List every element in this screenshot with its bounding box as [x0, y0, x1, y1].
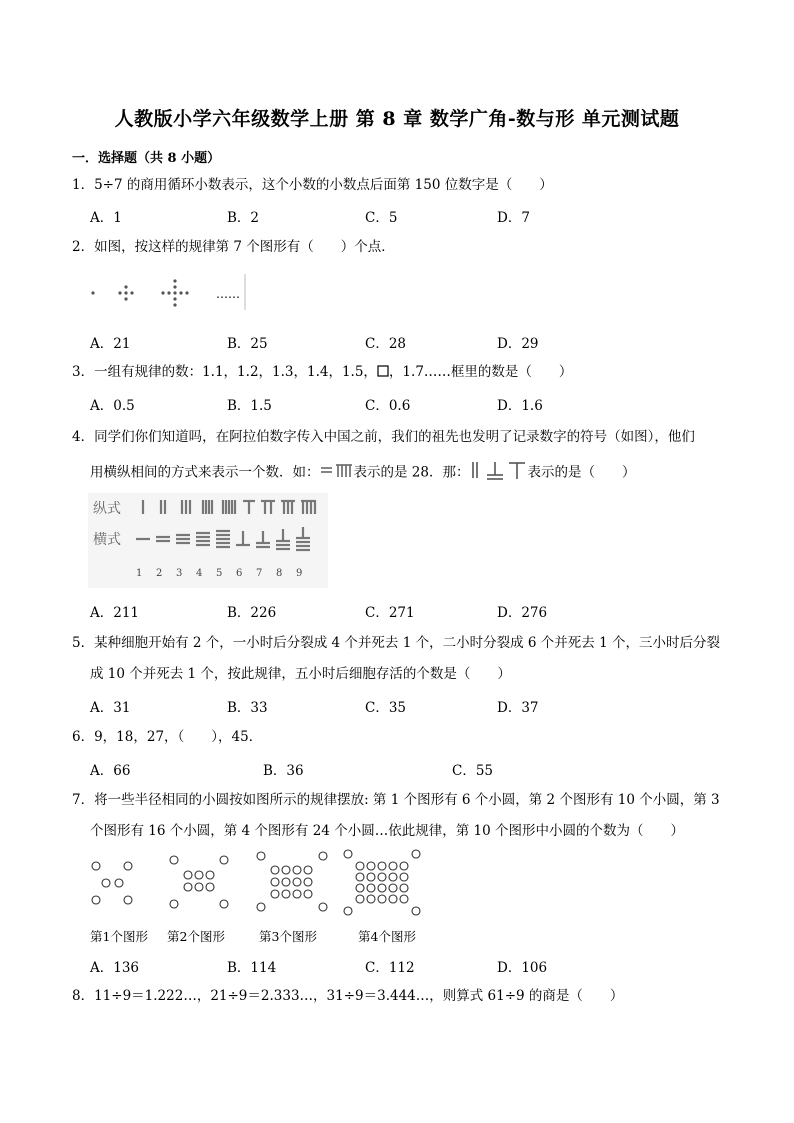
q5-option-c: C．35: [365, 700, 407, 716]
question-3-text: [72, 362, 572, 383]
q3-text-after: ，1.7……框里的数是（ ）: [388, 364, 573, 380]
rod-numeral-table: [88, 493, 328, 588]
q1-option-b: B．2: [227, 210, 260, 226]
blank-box-icon: [377, 363, 389, 383]
section-heading: 一．选择题（共 8 小题）: [72, 151, 221, 166]
q1-option-a: A．1: [90, 210, 122, 226]
figure-caption-1: 第1个图形: [90, 929, 148, 944]
q3-option-c: C．0.6: [365, 398, 411, 414]
figure-caption-3: 第3个图形: [259, 929, 317, 944]
rod-digit: 5: [216, 568, 223, 579]
rod-digit: 3: [176, 568, 183, 579]
q5-option-a: A．31: [90, 700, 131, 716]
q3-option-b: B．1.5: [227, 398, 272, 414]
q4-option-d: D．276: [497, 605, 548, 621]
q3-option-d: D．1.6: [497, 398, 543, 414]
q4-option-a: A．211: [90, 605, 140, 621]
rod-digit: 4: [196, 568, 203, 579]
rod-digit: 2: [156, 568, 163, 579]
q1-option-d: D．7: [497, 210, 530, 226]
q4-line2-c: 表示的是（ ）: [527, 464, 636, 481]
question-7-line2: 个图形有 16 个小圆，第 4 个图形有 24 个小圆…依此规律，第 10 个图形中小圆的个数为（ ）: [90, 823, 684, 839]
q7-option-a: A．136: [90, 960, 140, 976]
q6-option-a: A．66: [90, 763, 131, 779]
question-6-text: 6．9，18，27，（ ），45．: [72, 729, 263, 745]
q4-option-b: B．226: [227, 605, 277, 621]
figure-caption-4: 第4个图形: [358, 929, 416, 944]
rod-digit: 1: [136, 568, 143, 579]
q7-option-c: C．112: [365, 960, 415, 976]
question-4-line1: 4．同学们你们知道吗，在阿拉伯数字传入中国之前，我们的祖先也发明了记录数字的符号（如图），他们: [72, 429, 695, 445]
rod-digit: 9: [296, 568, 303, 579]
q7-option-d: D．106: [497, 960, 548, 976]
figure-caption-2: 第2个图形: [167, 929, 225, 944]
q7-option-b: B．114: [227, 960, 277, 976]
rod-digit: 7: [256, 568, 263, 579]
q5-option-b: B．33: [227, 700, 268, 716]
q6-option-c: C．55: [452, 763, 494, 779]
question-1-text: 1．5÷7 的商用循环小数表示，这个小数的小数点后面第 150 位数字是（ ）: [72, 177, 553, 193]
q4-line2-a: 用横纵相间的方式来表示一个数．如：: [90, 464, 320, 481]
question-4-line2: [90, 459, 635, 487]
q2-option-d: D．29: [497, 336, 539, 352]
horizontal-form-label: 横式: [93, 532, 121, 548]
rod-digit: 8: [276, 568, 283, 579]
q4-option-c: C．271: [365, 605, 415, 621]
q5-option-d: D．37: [497, 700, 539, 716]
question-7-line1: 7．将一些半径相同的小圆按如图所示的规律摆放: 第 1 个图形有 6 个小圆，第 2 个图形有 10 个小圆，第 3: [72, 792, 720, 808]
q2-option-a: A．21: [90, 336, 131, 352]
q6-option-b: B．36: [263, 763, 304, 779]
q2-option-c: C．28: [365, 336, 407, 352]
rod-numeral-28-icon: [320, 461, 354, 485]
rod-numeral-question-icon: [469, 459, 527, 487]
vertical-form-label: 纵式: [93, 501, 121, 517]
question-5-line2: 成 10 个并死去 1 个，按此规律，五小时后细胞存活的个数是（ ）: [90, 666, 511, 682]
q3-option-a: A．0.5: [90, 398, 135, 414]
q1-option-c: C．5: [365, 210, 398, 226]
page-title: 人教版小学六年级数学上册 第 8 章 数学广角-数与形 单元测试题: [114, 108, 680, 130]
dot-ellipsis: ……: [216, 287, 240, 301]
question-8-text: 8．11÷9＝1.222…，21÷9＝2.333…，31÷9＝3.444…，则算式 61÷9 的商是（ ）: [72, 988, 624, 1004]
rod-digit: 6: [236, 568, 243, 579]
question-2-text: 2．如图，按这样的规律第 7 个图形有（ ）个点．: [72, 239, 395, 255]
q2-option-b: B．25: [227, 336, 268, 352]
q4-line2-b: 表示的是 28．那：: [353, 464, 470, 481]
question-5-line1: 5．某种细胞开始有 2 个，一小时后分裂成 4 个并死去 1 个，二小时分裂成 6 个并死去 1 个，三小时后分裂: [72, 635, 720, 651]
circle-pattern-figure: [86, 846, 432, 922]
q3-text-before: 3．一组有规律的数：1.1，1.2，1.3，1.4，1.5，: [72, 364, 377, 380]
